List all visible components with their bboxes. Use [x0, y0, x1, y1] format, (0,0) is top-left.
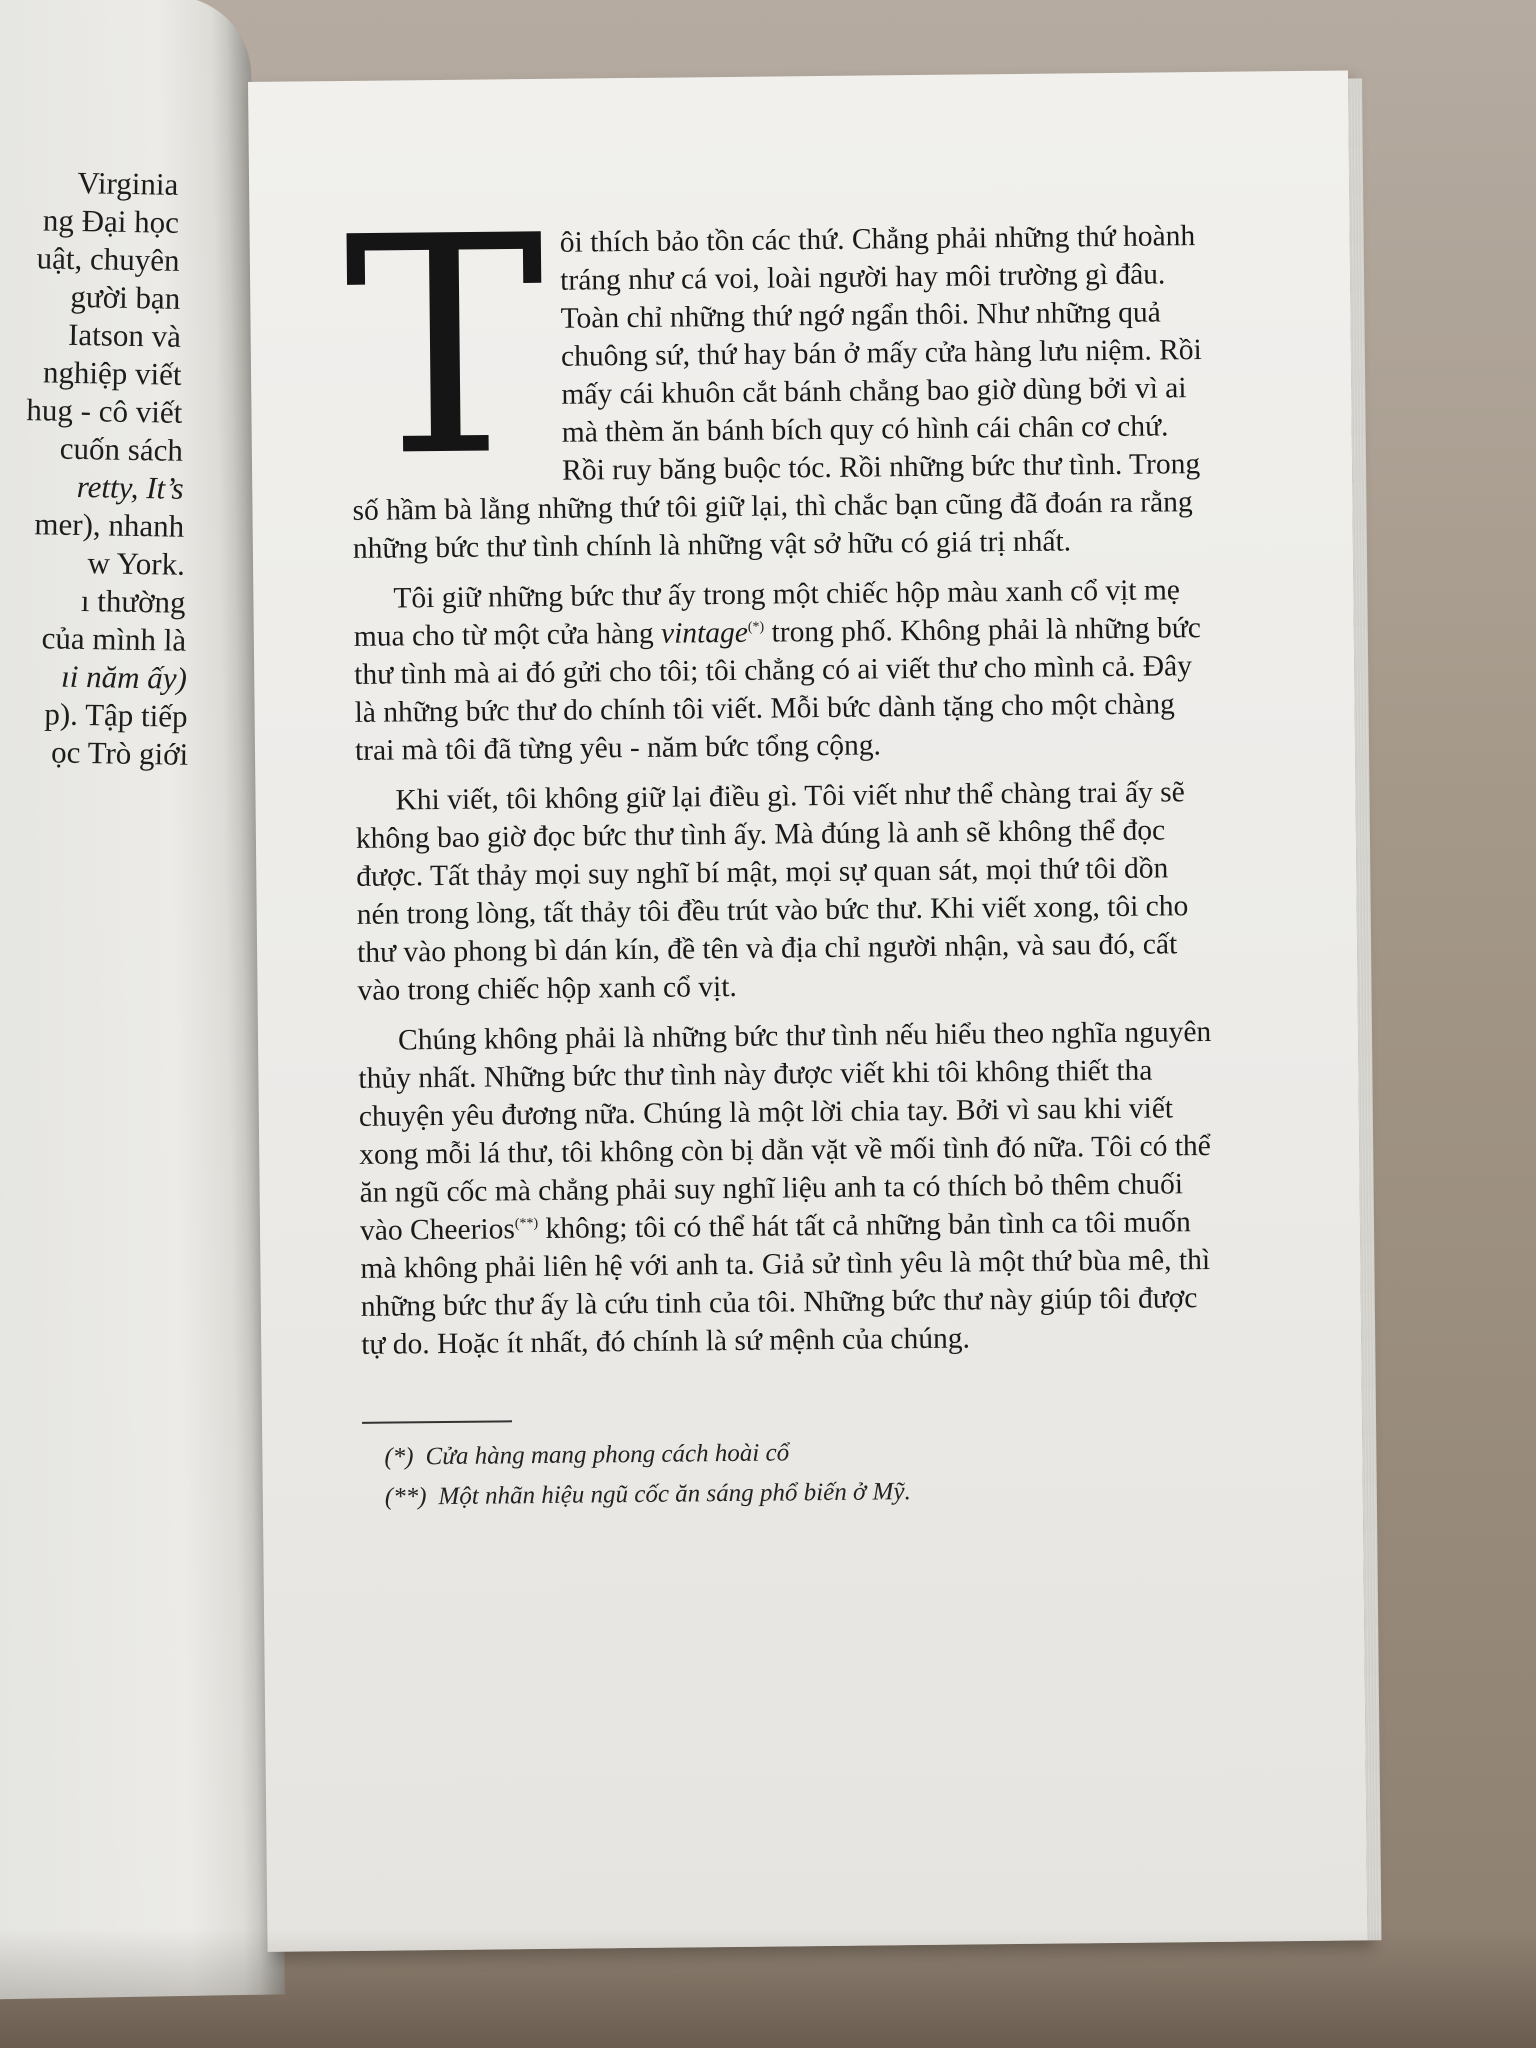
- left-page-line: hug - cô viết: [26, 392, 183, 430]
- footnote-2-text: Một nhãn hiệu ngũ cốc ăn sáng phổ biến ở Mỹ.: [438, 1478, 911, 1511]
- left-page-line: ı thường: [80, 582, 186, 620]
- footnote-2: [385, 1469, 1223, 1518]
- left-page-line: của mình là: [41, 620, 187, 658]
- paragraph-4-text-a: Chúng không phải là những bức thư tình nếu hiểu theo nghĩa nguyên thủy nhất. Những bức thư tình này được viết khi tôi không thiết tha chuyện yêu đương nữa. Chúng là một lời chia tay. Bởi vì sau khi viết xong mỗi lá thư, tôi không còn bị dằn vặt về mối tình đó nữa. Tôi có thể ăn ngũ cốc mà chẳng phải suy nghĩ liệu anh ta có thích bỏ thêm chuối vào Cheerios: [358, 1015, 1212, 1247]
- left-page-line: gười bạn: [70, 278, 181, 316]
- paragraph-3: [355, 773, 1217, 1010]
- left-page-line: p). Tập tiếp: [44, 696, 188, 734]
- footnote-divider: [362, 1420, 512, 1424]
- left-page-line: uật, chuyên: [36, 240, 180, 278]
- footnote-2-mark: (**): [384, 1483, 427, 1511]
- paragraph-2-italic: vintage: [660, 616, 749, 650]
- paragraph-1: [342, 171, 1214, 568]
- paragraph-4: [358, 1013, 1222, 1364]
- footnote-ref-2: (**): [514, 1216, 539, 1232]
- left-page-line: cuốn sách: [59, 430, 184, 468]
- footnote-1-mark: (*): [384, 1443, 414, 1471]
- drop-cap: T: [342, 171, 547, 523]
- right-page: [248, 70, 1368, 1951]
- left-page: [0, 0, 285, 2000]
- left-page-line: ıi năm ấy): [60, 658, 188, 696]
- paragraph-2: [353, 571, 1215, 770]
- footnote-ref-1: (*): [747, 619, 765, 635]
- left-page-line: retty, It’s: [76, 468, 184, 506]
- left-page-line: ng Đại học: [42, 202, 180, 240]
- left-page-line: w York.: [87, 545, 186, 582]
- page-body: [342, 171, 1223, 1518]
- left-page-line: ọc Trò giới: [50, 734, 189, 772]
- paragraph-4-text-b: không; tôi có thể hát tất cả những bản tình ca tôi muốn mà không phải liên hệ với anh ta. Giả sử tình yêu là một thứ bùa mê, thì những bức thư ấy là cứu tinh của tôi. Những bức thư này giúp tôi được tự do. Hoặc ít nhất, đó chính là sứ mệnh của chúng.: [360, 1206, 1211, 1361]
- paragraph-2-text-a: Tôi giữ những bức thư ấy trong một chiếc hộp màu xanh cổ vịt mẹ mua cho từ một cửa hàng: [353, 574, 1181, 653]
- left-page-line: nghiệp viết: [42, 354, 182, 392]
- paragraph-3-text: Khi viết, tôi không giữ lại điều gì. Tôi viết như thể chàng trai ấy sẽ không bao giờ đọc bức thư tình ấy. Mà đúng là anh sẽ không thể đọc được. Tất thảy mọi suy nghĩ bí mật, mọi sự quan sát, mọi thứ tôi dồn nén trong lòng, tất thảy tôi đều trút vào bức thư. Khi viết xong, tôi cho thư vào phong bì dán kín, đề tên và địa chỉ người nhận, và sau đó, cất vào trong chiếc hộp xanh cổ vịt.: [355, 776, 1189, 1007]
- left-page-line: Iatson và: [67, 316, 182, 354]
- paragraph-2-text-b: trong phố. Không phải là những bức thư tình mà ai đó gửi cho tôi; tôi chẳng có ai viết thư cho mình cả. Đây là những bức thư do chính tôi viết. Mỗi bức dành tặng cho một chàng trai mà tôi đã từng yêu - năm bức tổng cộng.: [354, 612, 1202, 767]
- left-page-line: mer), nhanh: [34, 506, 185, 544]
- bottom-shadow: [0, 1928, 1536, 2048]
- left-page-line: Virginia: [77, 165, 179, 202]
- footnote-1-text: Cửa hàng mang phong cách hoài cổ: [425, 1439, 790, 1471]
- paragraph-1-text: ôi thích bảo tồn các thứ. Chẳng phải những thứ hoành tráng như cá voi, loài người hay môi trường gì đâu. Toàn chỉ những thứ ngớ ngẩn thôi. Như những quả chuông sứ, thứ hay bán ở mấy cửa hàng lưu niệm. Rồi mấy cái khuôn cắt bánh chẳng bao giờ dùng bởi vì ai mà thèm ăn bánh bích quy có hình cái chân cơ chứ. Rồi ruy băng buộc tóc. Rồi những bức thư tình. Trong số hầm bà lằng những thứ tôi giữ lại, thì chắc bạn cũng đã đoán ra rằng những bức thư tình chính là những vật sở hữu có giá trị nhất.: [352, 220, 1202, 565]
